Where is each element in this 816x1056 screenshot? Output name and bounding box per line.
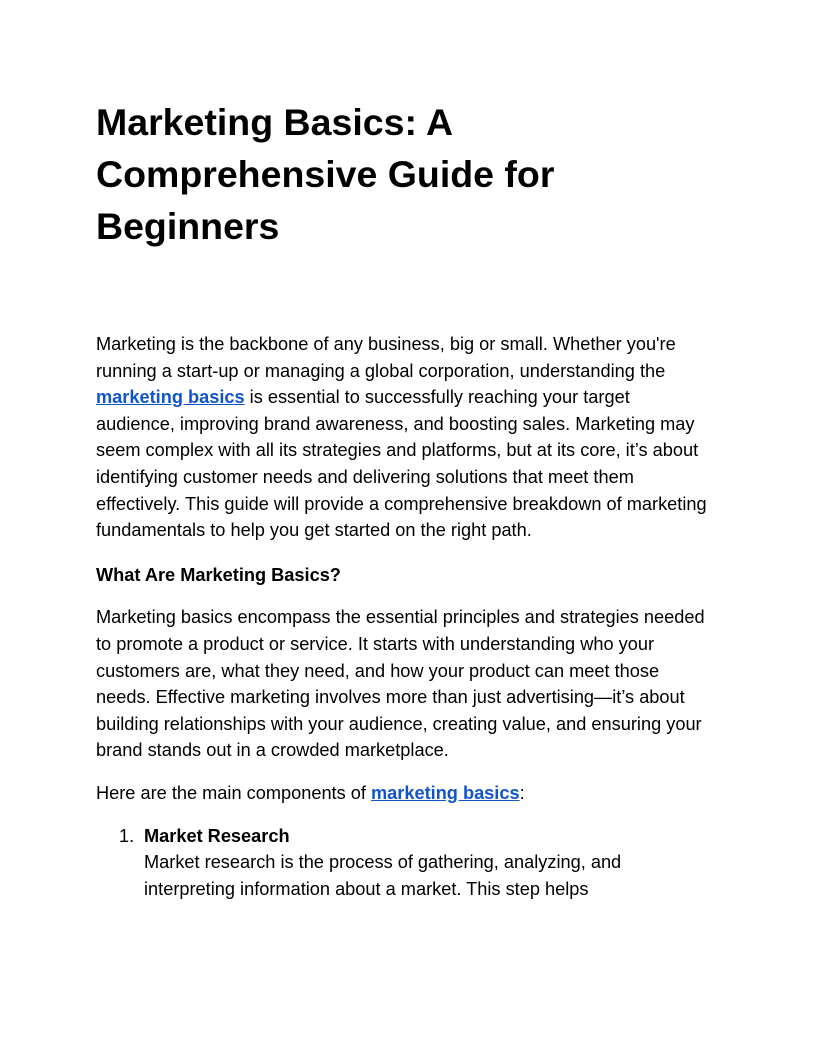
page-title: Marketing Basics: A Comprehensive Guide for Beginners (96, 101, 555, 247)
intro-text-before-link: Marketing is the backbone of any business, big or small. Whether you're running a start-up or managing a global corporation, understanding the (96, 334, 676, 381)
intro-paragraph (96, 331, 708, 544)
intro-text-after-link: is essential to successfully reaching your target audience, improving brand awareness, and boosting sales. Marketing may seem complex with all its strategies and platforms, but at its core, it’s about identifying customer needs and delivering solutions that meet them effectively. This guide will provide a comprehensive breakdown of marketing fundamentals to help you get started on the right path. (96, 387, 707, 541)
document-page (96, 96, 716, 902)
components-list (96, 823, 716, 903)
section-heading: What Are Marketing Basics? (96, 564, 341, 585)
list-item-title: Market Research (144, 825, 290, 846)
components-text-after-link: : (519, 782, 525, 803)
components-intro (96, 780, 716, 807)
components-text-before-link: Here are the main components of (96, 782, 371, 803)
list-item-number: 1. (119, 825, 135, 846)
list-item (96, 823, 708, 903)
marketing-basics-link[interactable]: marketing basics (96, 387, 245, 408)
section-paragraph: Marketing basics encompass the essential principles and strategies needed to promote a product or service. It starts with understanding who your customers are, what they need, and how your product can meet those needs. Effective marketing involves more than just advertising—it’s about building relationships with your audience, creating value, and ensuring your brand stands out in a crowded marketplace. (96, 607, 705, 761)
marketing-basics-link-2[interactable]: marketing basics (370, 782, 520, 803)
list-item-text: Market research is the process of gathering, analyzing, and interpreting information about a market. This step helps (144, 852, 622, 899)
